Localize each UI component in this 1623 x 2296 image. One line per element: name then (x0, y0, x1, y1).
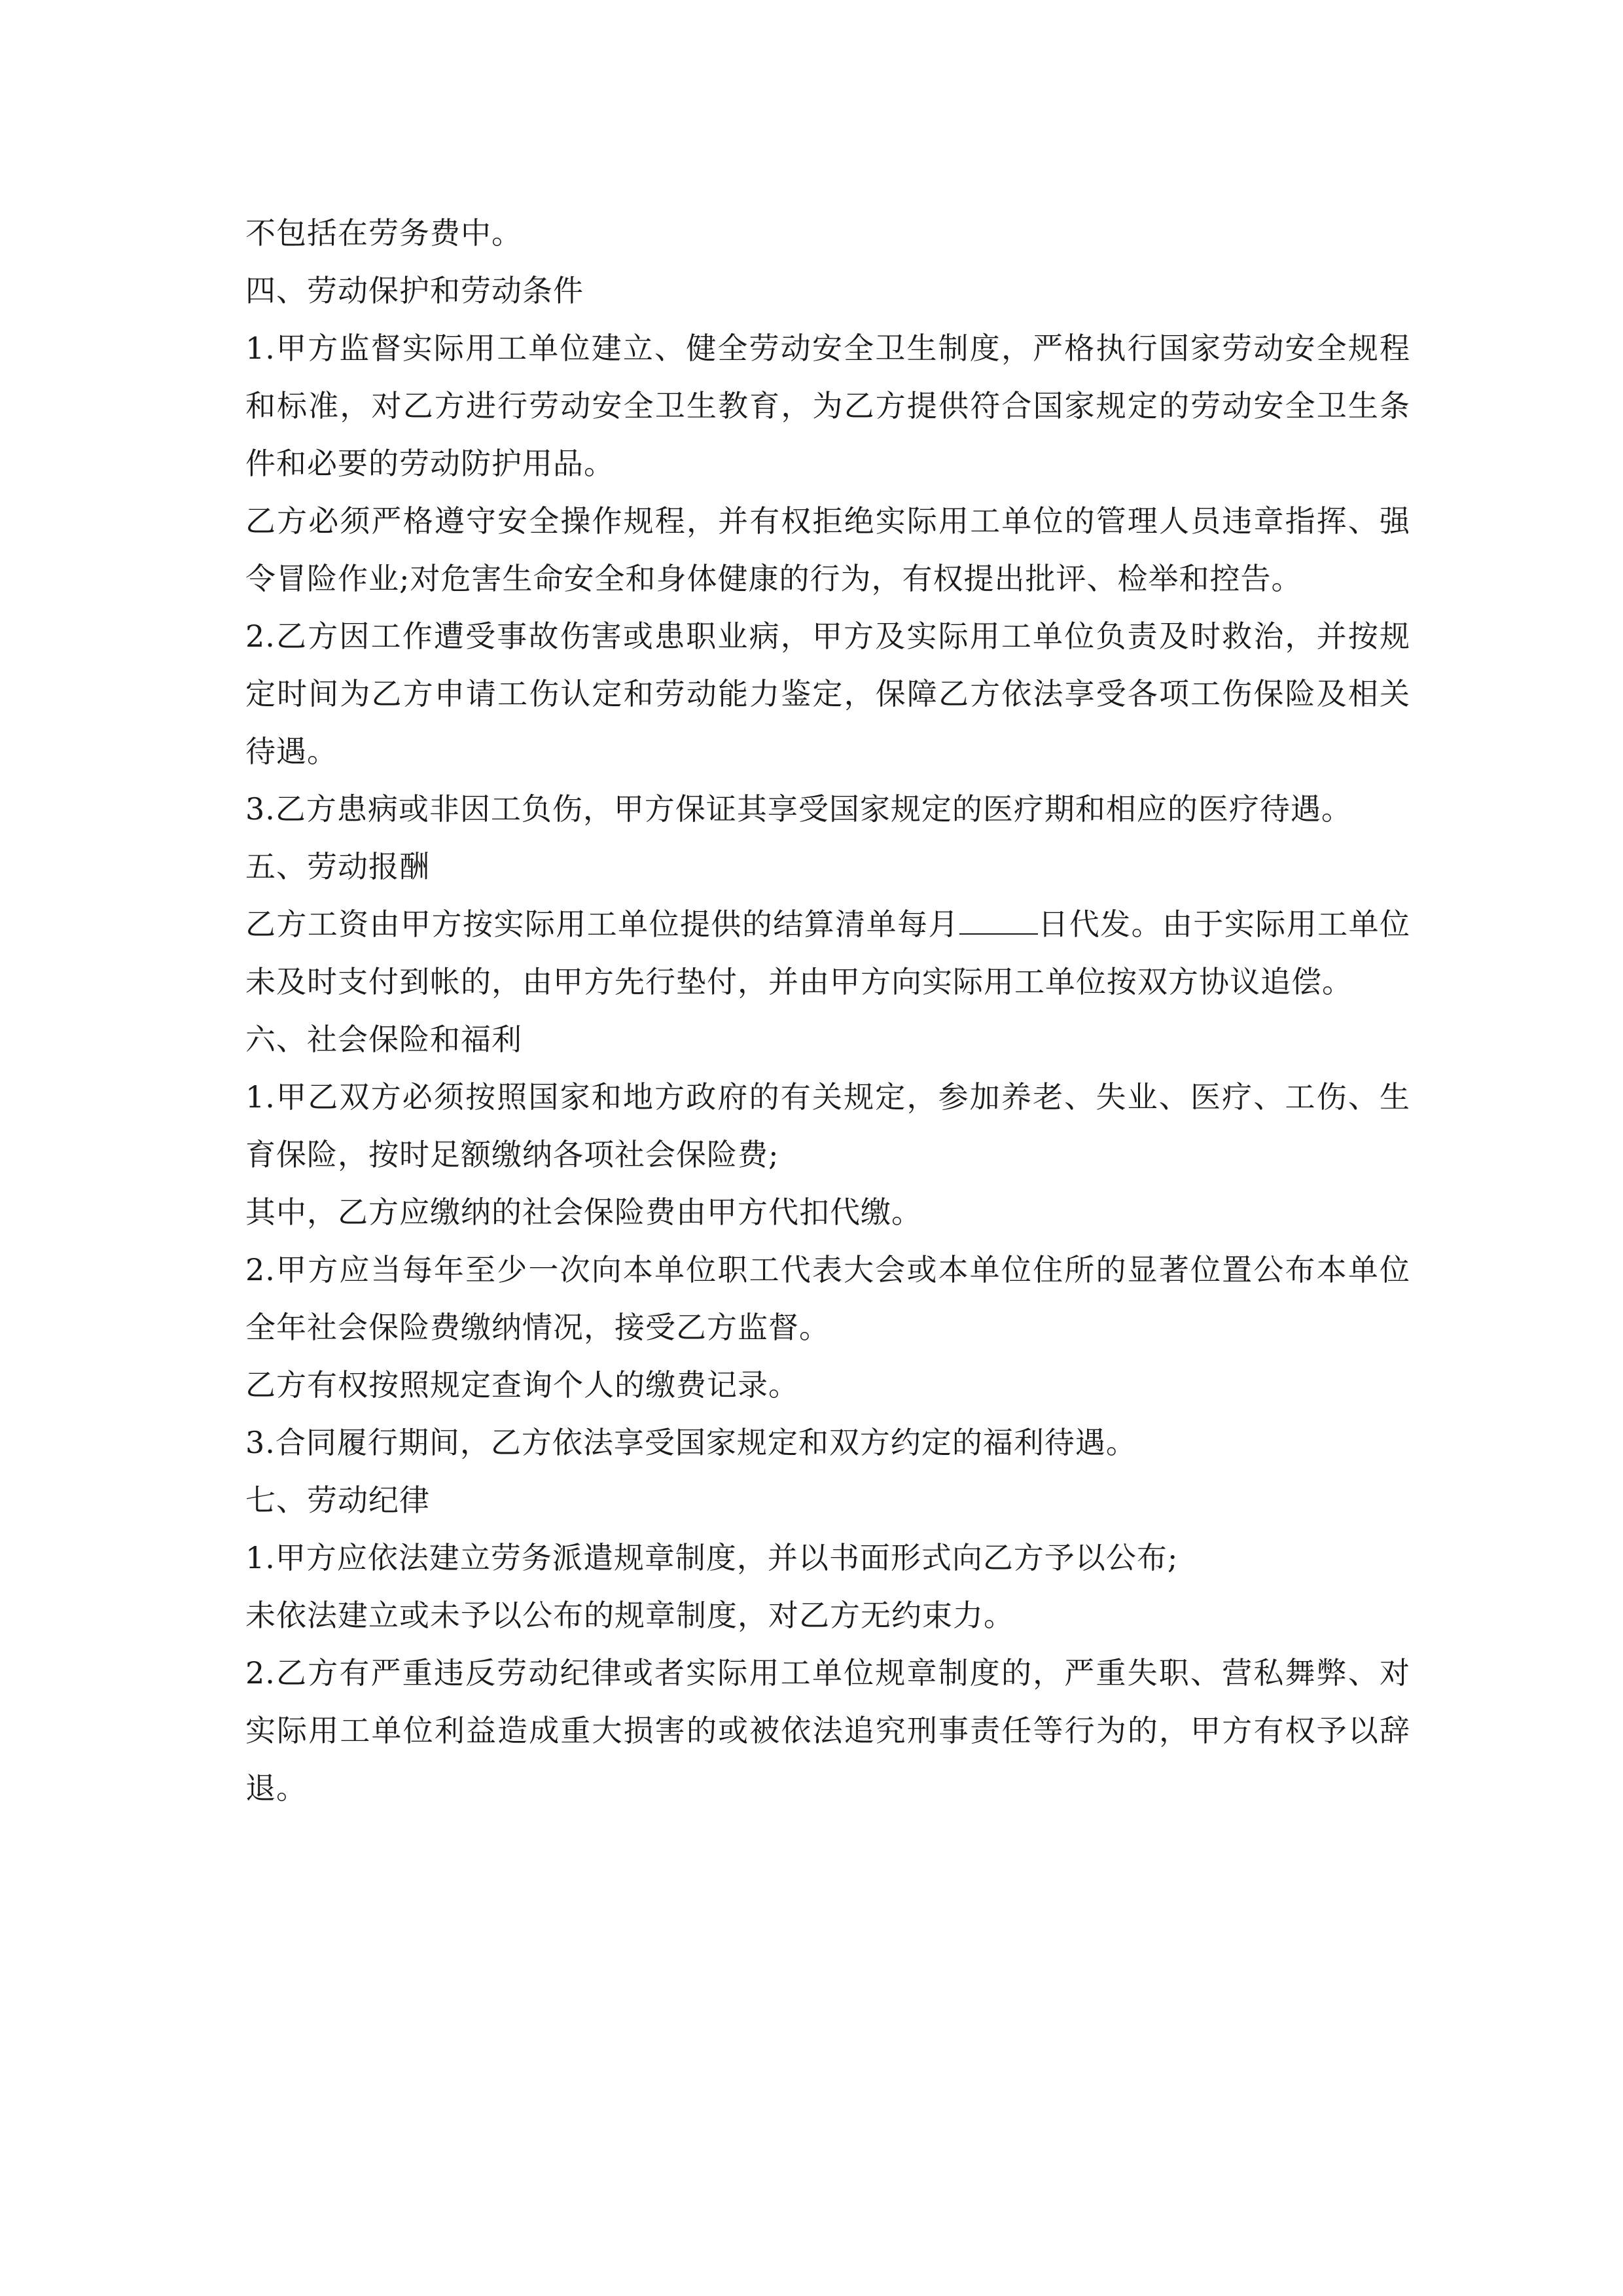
paragraph: 2.甲方应当每年至少一次向本单位职工代表大会或本单位住所的显著位置公布本单位全年社会保险费缴纳情况，接受乙方监督。 (245, 1252, 1410, 1345)
paragraph: 未依法建立或未予以公布的规章制度，对乙方无约束力。 (245, 1598, 1014, 1633)
paragraph: 乙方必须严格遵守安全操作规程，并有权拒绝实际用工单位的管理人员违章指挥、强令冒险作业;对危害生命安全和身体健康的行为，有权提出批评、检举和控告。 (245, 503, 1410, 596)
paragraph (245, 895, 1410, 1011)
paragraph-text: 乙方工资由甲方按实际用工单位提供的结算清单每月 (245, 906, 959, 942)
paragraph: 1.甲方监督实际用工单位建立、健全劳动安全卫生制度，严格执行国家劳动安全规程和标准，对乙方进行劳动安全卫生教育，为乙方提供符合国家规定的劳动安全卫生条件和必要的劳动防护用品。 (245, 331, 1410, 481)
paragraph: 2.乙方有严重违反劳动纪律或者实际用工单位规章制度的，严重失职、营私舞弊、对实际用工单位利益造成重大损害的或被依法追究刑事责任等行为的，甲方有权予以辞退。 (245, 1655, 1410, 1806)
paragraph: 3.合同履行期间，乙方依法享受国家规定和双方约定的福利待遇。 (245, 1425, 1137, 1460)
paragraph: 其中，乙方应缴纳的社会保险费由甲方代扣代缴。 (245, 1194, 922, 1230)
paragraph: 3.乙方患病或非因工负伤，甲方保证其享受国家规定的医疗期和相应的医疗待遇。 (245, 791, 1352, 827)
fill-in-blank (959, 903, 1038, 935)
section-heading-5: 五、劳动报酬 (245, 849, 430, 884)
paragraph: 2.乙方因工作遭受事故伤害或患职业病，甲方及实际用工单位负责及时救治，并按规定时间为乙方申请工伤认定和劳动能力鉴定，保障乙方依法享受各项工伤保险及相关待遇。 (245, 619, 1410, 769)
paragraph: 1.甲乙双方必须按照国家和地方政府的有关规定，参加养老、失业、医疗、工伤、生育保险，按时足额缴纳各项社会保险费; (245, 1079, 1410, 1172)
paragraph-text: 日代发。由于实际用工单位未及时支付到帐的，由甲方先行垫付，并由甲方向实际用工单位按双方协议追偿。 (245, 906, 1411, 999)
document-body (245, 204, 1410, 1817)
section-heading-7: 七、劳动纪律 (245, 1482, 430, 1518)
section-heading-6: 六、社会保险和福利 (245, 1022, 522, 1057)
paragraph: 1.甲方应依法建立劳务派遣规章制度，并以书面形式向乙方予以公布; (245, 1540, 1179, 1575)
section-heading-4: 四、劳动保护和劳动条件 (245, 273, 584, 308)
paragraph: 不包括在劳务费中。 (245, 215, 522, 251)
paragraph: 乙方有权按照规定查询个人的缴费记录。 (245, 1367, 799, 1403)
